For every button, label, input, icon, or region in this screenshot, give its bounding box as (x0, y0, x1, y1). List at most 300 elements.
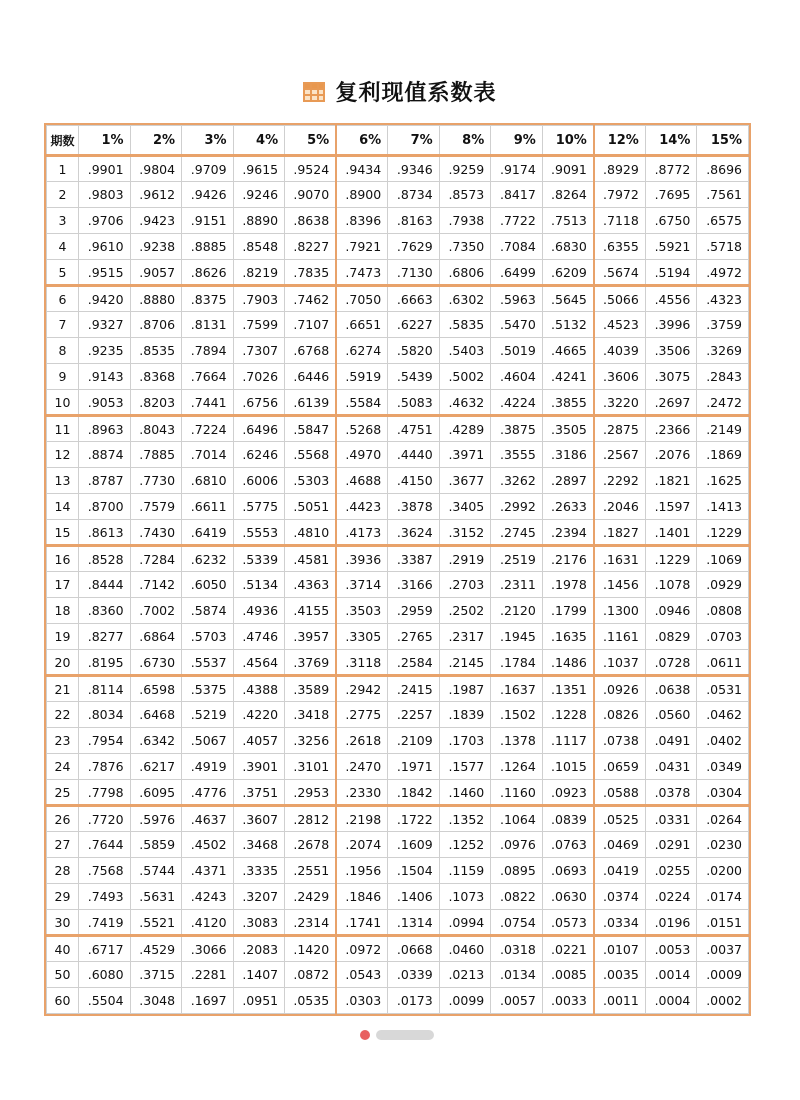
table-row (47, 208, 749, 234)
value-cell: .8277 (79, 624, 131, 650)
value-cell: .7084 (491, 234, 543, 260)
table-row (47, 832, 749, 858)
table-row (47, 494, 749, 520)
table-row (47, 390, 749, 416)
value-cell: .2292 (594, 468, 646, 494)
value-cell: .3083 (233, 910, 285, 936)
value-cell: .1252 (439, 832, 491, 858)
value-cell: .0378 (645, 780, 697, 806)
value-cell: .6095 (130, 780, 182, 806)
value-cell: .3677 (439, 468, 491, 494)
value-cell: .2109 (388, 728, 440, 754)
value-cell: .5744 (130, 858, 182, 884)
value-cell: .8360 (79, 598, 131, 624)
value-cell: .7720 (79, 806, 131, 832)
value-cell: .2415 (388, 676, 440, 702)
value-cell: .8772 (645, 156, 697, 182)
value-cell: .3166 (388, 572, 440, 598)
value-cell: .4440 (388, 442, 440, 468)
value-cell: .6217 (130, 754, 182, 780)
value-cell: .5674 (594, 260, 646, 286)
value-cell: .1314 (388, 910, 440, 936)
header-rate: 10% (542, 126, 594, 156)
value-cell: .8787 (79, 468, 131, 494)
value-cell: .0659 (594, 754, 646, 780)
value-cell: .1722 (388, 806, 440, 832)
value-cell: .5921 (645, 234, 697, 260)
value-cell: .0728 (645, 650, 697, 676)
value-cell: .2176 (542, 546, 594, 572)
value-cell: .4936 (233, 598, 285, 624)
value-cell: .8535 (130, 338, 182, 364)
value-cell: .6575 (697, 208, 749, 234)
value-cell: .0560 (645, 702, 697, 728)
value-cell: .6209 (542, 260, 594, 286)
title-row (0, 76, 800, 107)
value-cell: .0014 (645, 962, 697, 988)
value-cell: .5403 (439, 338, 491, 364)
value-cell: .6139 (285, 390, 337, 416)
value-cell: .3624 (388, 520, 440, 546)
value-cell: .1784 (491, 650, 543, 676)
table-icon (303, 82, 325, 102)
value-cell: .0264 (697, 806, 749, 832)
value-cell: .6232 (182, 546, 234, 572)
value-cell: .0951 (233, 988, 285, 1014)
value-cell: .3996 (645, 312, 697, 338)
value-cell: .0972 (336, 936, 388, 962)
period-cell: 25 (47, 780, 79, 806)
value-cell: .1037 (594, 650, 646, 676)
value-cell: .7722 (491, 208, 543, 234)
period-cell: 14 (47, 494, 79, 520)
page-title: 复利现值系数表 (335, 81, 497, 106)
value-cell: .4970 (336, 442, 388, 468)
value-cell: .3048 (130, 988, 182, 1014)
value-cell: .7568 (79, 858, 131, 884)
value-cell: .6750 (645, 208, 697, 234)
period-cell: 7 (47, 312, 79, 338)
header-rate: 3% (182, 126, 234, 156)
value-cell: .6302 (439, 286, 491, 312)
value-cell: .2992 (491, 494, 543, 520)
value-cell: .3714 (336, 572, 388, 598)
value-cell: .7430 (130, 520, 182, 546)
value-cell: .1703 (439, 728, 491, 754)
value-cell: .7224 (182, 416, 234, 442)
value-cell: .5645 (542, 286, 594, 312)
header-rate: 9% (491, 126, 543, 156)
value-cell: .1460 (439, 780, 491, 806)
value-cell: .7002 (130, 598, 182, 624)
value-cell: .3759 (697, 312, 749, 338)
value-cell: .0929 (697, 572, 749, 598)
value-cell: .8696 (697, 156, 749, 182)
value-cell: .9515 (79, 260, 131, 286)
footer-watermark (360, 1030, 434, 1040)
table-row (47, 416, 749, 442)
value-cell: .7876 (79, 754, 131, 780)
value-cell: .1609 (388, 832, 440, 858)
value-cell: .8929 (594, 156, 646, 182)
value-cell: .7107 (285, 312, 337, 338)
table-row (47, 312, 749, 338)
present-value-table (46, 125, 749, 1014)
value-cell: .6446 (285, 364, 337, 390)
value-cell: .0738 (594, 728, 646, 754)
table-header-row (47, 126, 749, 156)
value-cell: .5470 (491, 312, 543, 338)
value-cell: .5775 (233, 494, 285, 520)
value-cell: .0460 (439, 936, 491, 962)
value-cell: .8706 (130, 312, 182, 338)
value-cell: .4155 (285, 598, 337, 624)
value-cell: .4241 (542, 364, 594, 390)
header-rate: 5% (285, 126, 337, 156)
value-cell: .5002 (439, 364, 491, 390)
value-cell: .0004 (645, 988, 697, 1014)
value-cell: .8034 (79, 702, 131, 728)
value-cell: .6810 (182, 468, 234, 494)
value-cell: .4919 (182, 754, 234, 780)
value-cell: .9423 (130, 208, 182, 234)
value-cell: .2897 (542, 468, 594, 494)
header-rate: 4% (233, 126, 285, 156)
value-cell: .8375 (182, 286, 234, 312)
table-row (47, 182, 749, 208)
value-cell: .4039 (594, 338, 646, 364)
value-cell: .0462 (697, 702, 749, 728)
value-cell: .4371 (182, 858, 234, 884)
table-row (47, 884, 749, 910)
value-cell: .5132 (542, 312, 594, 338)
value-cell: .8885 (182, 234, 234, 260)
value-cell: .8396 (336, 208, 388, 234)
value-cell: .1064 (491, 806, 543, 832)
value-cell: .6651 (336, 312, 388, 338)
value-cell: .0011 (594, 988, 646, 1014)
value-cell: .1228 (542, 702, 594, 728)
value-cell: .3220 (594, 390, 646, 416)
value-cell: .2942 (336, 676, 388, 702)
value-cell: .2281 (182, 962, 234, 988)
value-cell: .9053 (79, 390, 131, 416)
value-cell: .4150 (388, 468, 440, 494)
value-cell: .1504 (388, 858, 440, 884)
value-cell: .3262 (491, 468, 543, 494)
value-cell: .4388 (233, 676, 285, 702)
value-cell: .2875 (594, 416, 646, 442)
period-cell: 1 (47, 156, 79, 182)
logo-icon (360, 1030, 370, 1040)
value-cell: .4665 (542, 338, 594, 364)
value-cell: .2366 (645, 416, 697, 442)
value-cell: .0224 (645, 884, 697, 910)
header-rate: 12% (594, 126, 646, 156)
table-row (47, 988, 749, 1014)
value-cell: .3957 (285, 624, 337, 650)
value-cell: .4581 (285, 546, 337, 572)
value-cell: .2311 (491, 572, 543, 598)
value-cell: .3256 (285, 728, 337, 754)
period-cell: 60 (47, 988, 79, 1014)
value-cell: .2120 (491, 598, 543, 624)
value-cell: .0638 (645, 676, 697, 702)
value-cell: .7695 (645, 182, 697, 208)
header-rate: 14% (645, 126, 697, 156)
value-cell: .7798 (79, 780, 131, 806)
table-row (47, 962, 749, 988)
value-cell: .7954 (79, 728, 131, 754)
period-cell: 19 (47, 624, 79, 650)
table-body (47, 156, 749, 1014)
period-cell: 28 (47, 858, 79, 884)
value-cell: .0107 (594, 936, 646, 962)
value-cell: .5847 (285, 416, 337, 442)
table-row (47, 598, 749, 624)
value-cell: .0134 (491, 962, 543, 988)
value-cell: .5066 (594, 286, 646, 312)
value-cell: .4363 (285, 572, 337, 598)
value-cell: .3936 (336, 546, 388, 572)
value-cell: .9091 (542, 156, 594, 182)
value-cell: .0057 (491, 988, 543, 1014)
value-cell: .0085 (542, 962, 594, 988)
value-cell: .0196 (645, 910, 697, 936)
value-cell: .3505 (542, 416, 594, 442)
table-row (47, 650, 749, 676)
value-cell: .8890 (233, 208, 285, 234)
value-cell: .4423 (336, 494, 388, 520)
value-cell: .0808 (697, 598, 749, 624)
value-cell: .1229 (697, 520, 749, 546)
value-cell: .2470 (336, 754, 388, 780)
value-cell: .9426 (182, 182, 234, 208)
value-cell: .0303 (336, 988, 388, 1014)
value-cell: .0491 (645, 728, 697, 754)
value-cell: .6864 (130, 624, 182, 650)
table-row (47, 234, 749, 260)
value-cell: .1264 (491, 754, 543, 780)
value-cell: .2149 (697, 416, 749, 442)
value-cell: .6227 (388, 312, 440, 338)
value-cell: .4173 (336, 520, 388, 546)
value-cell: .1352 (439, 806, 491, 832)
value-cell: .1625 (697, 468, 749, 494)
value-cell: .8227 (285, 234, 337, 260)
value-cell: .4776 (182, 780, 234, 806)
value-cell: .2394 (542, 520, 594, 546)
value-cell: .4632 (439, 390, 491, 416)
value-cell: .6050 (182, 572, 234, 598)
value-cell: .9615 (233, 156, 285, 182)
value-cell: .5859 (130, 832, 182, 858)
value-cell: .0754 (491, 910, 543, 936)
value-cell: .7419 (79, 910, 131, 936)
value-cell: .1073 (439, 884, 491, 910)
value-cell: .1407 (233, 962, 285, 988)
value-cell: .8700 (79, 494, 131, 520)
value-cell: .0822 (491, 884, 543, 910)
value-cell: .8613 (79, 520, 131, 546)
value-cell: .7118 (594, 208, 646, 234)
value-cell: .7026 (233, 364, 285, 390)
value-cell: .1987 (439, 676, 491, 702)
value-cell: .4220 (233, 702, 285, 728)
value-cell: .9804 (130, 156, 182, 182)
value-cell: .0339 (388, 962, 440, 988)
period-cell: 5 (47, 260, 79, 286)
value-cell: .0543 (336, 962, 388, 988)
value-cell: .4637 (182, 806, 234, 832)
period-cell: 2 (47, 182, 79, 208)
value-cell: .3066 (182, 936, 234, 962)
value-cell: .0334 (594, 910, 646, 936)
period-cell: 13 (47, 468, 79, 494)
value-cell: .5375 (182, 676, 234, 702)
table-row (47, 702, 749, 728)
value-cell: .0035 (594, 962, 646, 988)
value-cell: .9612 (130, 182, 182, 208)
value-cell: .5339 (233, 546, 285, 572)
value-cell: .6419 (182, 520, 234, 546)
value-cell: .0994 (439, 910, 491, 936)
value-cell: .7730 (130, 468, 182, 494)
value-cell: .8638 (285, 208, 337, 234)
period-cell: 4 (47, 234, 79, 260)
value-cell: .2472 (697, 390, 749, 416)
value-cell: .1015 (542, 754, 594, 780)
value-cell: .4688 (336, 468, 388, 494)
value-cell: .5194 (645, 260, 697, 286)
value-cell: .0431 (645, 754, 697, 780)
value-cell: .9246 (233, 182, 285, 208)
table-row (47, 546, 749, 572)
value-cell: .7972 (594, 182, 646, 208)
value-cell: .2074 (336, 832, 388, 858)
period-cell: 6 (47, 286, 79, 312)
value-cell: .2257 (388, 702, 440, 728)
value-cell: .4564 (233, 650, 285, 676)
value-cell: .7894 (182, 338, 234, 364)
value-cell: .3589 (285, 676, 337, 702)
value-cell: .7903 (233, 286, 285, 312)
value-cell: .7473 (336, 260, 388, 286)
value-cell: .6611 (182, 494, 234, 520)
table-row (47, 910, 749, 936)
value-cell: .7441 (182, 390, 234, 416)
value-cell: .9610 (79, 234, 131, 260)
value-cell: .6663 (388, 286, 440, 312)
value-cell: .8880 (130, 286, 182, 312)
value-cell: .1839 (439, 702, 491, 728)
value-cell: .2633 (542, 494, 594, 520)
value-cell: .5439 (388, 364, 440, 390)
value-cell: .0402 (697, 728, 749, 754)
value-cell: .6730 (130, 650, 182, 676)
value-cell: .1456 (594, 572, 646, 598)
value-cell: .8264 (542, 182, 594, 208)
value-cell: .9524 (285, 156, 337, 182)
value-cell: .3855 (542, 390, 594, 416)
table-row (47, 754, 749, 780)
value-cell: .4556 (645, 286, 697, 312)
value-cell: .0926 (594, 676, 646, 702)
value-cell: .1945 (491, 624, 543, 650)
value-cell: .5067 (182, 728, 234, 754)
value-cell: .0318 (491, 936, 543, 962)
value-cell: .3606 (594, 364, 646, 390)
value-cell: .8734 (388, 182, 440, 208)
value-cell: .2429 (285, 884, 337, 910)
value-cell: .7561 (697, 182, 749, 208)
period-cell: 10 (47, 390, 79, 416)
period-cell: 9 (47, 364, 79, 390)
value-cell: .0037 (697, 936, 749, 962)
value-cell: .8131 (182, 312, 234, 338)
value-cell: .6274 (336, 338, 388, 364)
value-cell: .7644 (79, 832, 131, 858)
value-cell: .2551 (285, 858, 337, 884)
value-cell: .2745 (491, 520, 543, 546)
value-cell: .0002 (697, 988, 749, 1014)
value-cell: .2919 (439, 546, 491, 572)
table-row (47, 468, 749, 494)
value-cell: .9070 (285, 182, 337, 208)
period-cell: 15 (47, 520, 79, 546)
value-cell: .2678 (285, 832, 337, 858)
value-cell: .3503 (336, 598, 388, 624)
period-cell: 8 (47, 338, 79, 364)
value-cell: .8368 (130, 364, 182, 390)
value-cell: .1799 (542, 598, 594, 624)
value-cell: .5134 (233, 572, 285, 598)
table-row (47, 806, 749, 832)
value-cell: .3305 (336, 624, 388, 650)
value-cell: .6806 (439, 260, 491, 286)
value-cell: .3418 (285, 702, 337, 728)
value-cell: .5504 (79, 988, 131, 1014)
table-row (47, 572, 749, 598)
value-cell: .8444 (79, 572, 131, 598)
footer-bar (376, 1030, 434, 1040)
value-cell: .7629 (388, 234, 440, 260)
value-cell: .2953 (285, 780, 337, 806)
value-cell: .5303 (285, 468, 337, 494)
value-cell: .5537 (182, 650, 234, 676)
value-cell: .7885 (130, 442, 182, 468)
value-cell: .0151 (697, 910, 749, 936)
header-rate: 7% (388, 126, 440, 156)
value-cell: .6499 (491, 260, 543, 286)
value-cell: .7142 (130, 572, 182, 598)
value-cell: .3468 (233, 832, 285, 858)
value-cell: .0763 (542, 832, 594, 858)
value-cell: .2812 (285, 806, 337, 832)
value-cell: .4604 (491, 364, 543, 390)
value-cell: .2317 (439, 624, 491, 650)
value-cell: .3152 (439, 520, 491, 546)
value-cell: .5874 (182, 598, 234, 624)
value-cell: .7664 (182, 364, 234, 390)
table-row (47, 286, 749, 312)
value-cell: .0053 (645, 936, 697, 962)
value-cell: .4057 (233, 728, 285, 754)
value-cell: .2083 (233, 936, 285, 962)
table-row (47, 858, 749, 884)
period-cell: 24 (47, 754, 79, 780)
present-value-table-container (44, 123, 751, 1016)
